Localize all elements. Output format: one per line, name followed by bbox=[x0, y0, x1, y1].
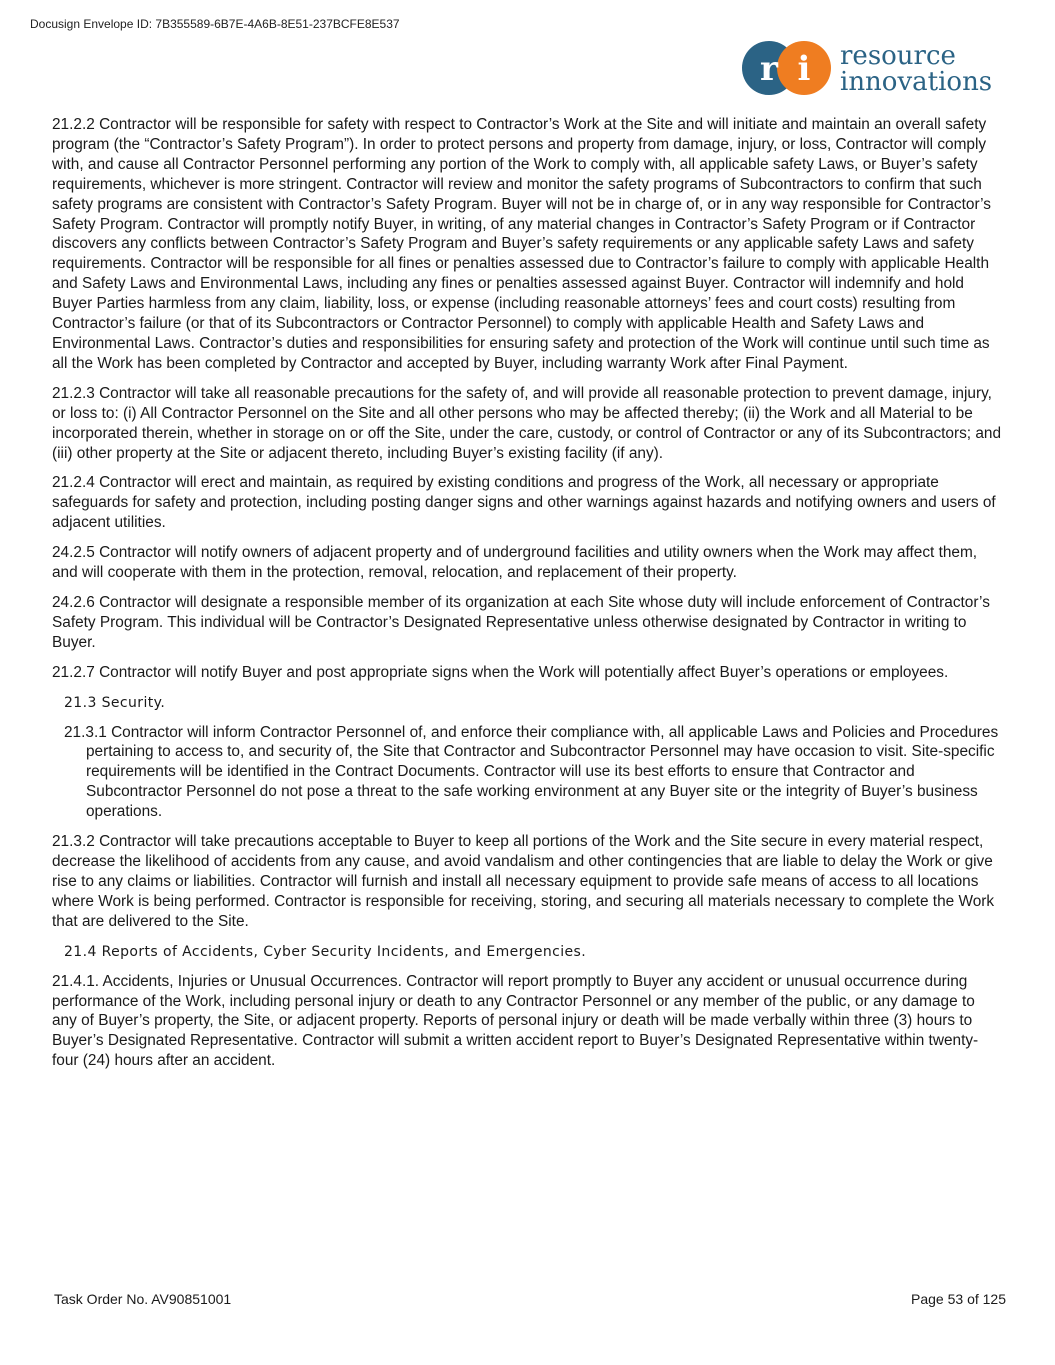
section-21-3-2: 21.3.2 Contractor will take precautions acceptable to Buyer to keep all portions of the Work and the Site secure in every material respect, decrease the likelihood of accidents from any cause, and avoid vandalism and other contingencies that are liable to delay the Work or give rise to any claims or liabilities. Contractor will furnish and install all necessary equipment to provide safe means of access to all locations where Work is being performed. Contractor is responsible for receiving, storing, and securing all materials necessary to complete the Work that are delivered to the Site. bbox=[52, 833, 995, 930]
section-21-2-2: 21.2.2 Contractor will be responsible for safety with respect to Contractor’s Work at the Site and will initiate and maintain an overall safety program (the “Contractor’s Safety Program”). In order to protect persons and property from damage, injury, or loss, Contractor will comply with, and cause all Contractor Personnel performing any portion of the Work to comply with, all applicable safety Laws, or Buyer’s safety requirements, whichever is more stringent. Contractor will review and monitor the safety programs of Subcontractors to confirm that such safety programs are consistent with Contractor’s Safety Program. Buyer will not be in charge of, or in any way responsible for Contractor’s Safety Program. Contractor will promptly notify Buyer, in writing, of any material changes in Contractor’s Safety Program or if Contractor discovers any conflicts between Contractor’s Safety Program and Buyer’s safety requirements or any applicable safety Laws and safety requirements. Contractor will be responsible for all fines or penalties assessed due to Contractor’s failure to comply with applicable Health and Safety Laws and Environmental Laws, including any fines or penalties assessed against Buyer. Contractor will indemnify and hold Buyer Parties harmless from any claim, liability, loss, or expense (including reasonable attorneys’ fees and court costs) resulting from Contractor’s failure (or that of its Subcontractors or Contractor Personnel) to comply with applicable Health and Safety Laws and Environmental Laws. Contractor’s duties and responsibilities for ensuring safety and protection of the Work will continue until such time as all the Work has been completed by Contractor and accepted by Buyer, including warranty Work after Final Payment. bbox=[52, 116, 991, 372]
heading-21-4-reports: 21.4 Reports of Accidents, Cyber Security Incidents, and Emergencies. bbox=[64, 943, 587, 960]
section-21-2-4: 21.2.4 Contractor will erect and maintain, as required by existing conditions and progress of the Work, all necessary or appropriate safeguards for safety and protection, including posting danger signs and other warnings against hazards and notifying owners and users of adjacent utilities. bbox=[52, 474, 996, 532]
docusign-envelope-id: Docusign Envelope ID: 7B355589-6B7E-4A6B-8E51-237BCFE8E537 bbox=[30, 17, 400, 31]
section-24-2-6: 24.2.6 Contractor will designate a responsible member of its organization at each Site whose duty will include enforcement of Contractor’s Safety Program. This individual will be Contractor’s Designated Representative unless otherwise designated by Contractor in writing to Buyer. bbox=[52, 593, 990, 651]
section-21-4-1: 21.4.1. Accidents, Injuries or Unusual Occurrences. Contractor will report promptly to Buyer any accident or unusual occurrence during performance of the Work, including personal injury or death to any Contractor Personnel or any member of the public, or any damage to any of Buyer’s property, the Site, or adjacent property. Reports of personal injury or death will be made verbally within three (3) hours to Buyer’s Designated Representative. Contractor will submit a written accident report to Buyer’s Designated Representative within twenty-four (24) hours after an accident. bbox=[52, 972, 979, 1070]
document-body bbox=[52, 115, 1002, 1081]
logo-text-resource: resource bbox=[840, 41, 956, 71]
section-21-2-7: 21.2.7 Contractor will notify Buyer and post appropriate signs when the Work will potentially affect Buyer’s operations or employees. bbox=[52, 663, 949, 681]
logo-letter-r: r bbox=[760, 49, 778, 89]
section-21-3-1: 21.3.1 Contractor will inform Contractor Personnel of, and enforce their compliance with, all applicable Laws and Policies and Procedures pertaining to access to, and security of, the Site that Contractor and Subcontractor Personnel may have occasion to visit. Site-specific requirements will be identified in the Contract Documents. Contractor will use its best efforts to ensure that Contractor and Subcontractor Personnel do not pose a threat to the safe working environment at any Buyer site or the integrity of Buyer’s business operations. bbox=[64, 723, 999, 821]
resource-innovations-logo bbox=[741, 40, 1011, 98]
section-21-2-3: 21.2.3 Contractor will take all reasonable precautions for the safety of, and will provide all reasonable protection to prevent damage, injury, or loss to: (i) All Contractor Personnel on the Site and all other persons who may be affected thereby; (ii) the Work and all Material to be incorporated therein, whether in storage on or off the Site, under the care, custody, or control of Contractor or any of its Subcontractors; and (iii) other property at the Site or adjacent thereto, including Buyer’s existing facility (if any). bbox=[52, 384, 1002, 462]
logo-letter-i: i bbox=[797, 49, 811, 89]
heading-21-3-security: 21.3 Security. bbox=[64, 694, 166, 711]
footer-page-number: Page 53 of 125 bbox=[911, 1291, 1006, 1307]
logo-text-innovations: innovations bbox=[840, 67, 993, 97]
section-24-2-5: 24.2.5 Contractor will notify owners of adjacent property and of underground facilities and utility owners when the Work may affect them, and will cooperate with them in the protection, removal, relocation, and replacement of their property. bbox=[52, 544, 978, 582]
footer-task-order: Task Order No. AV90851001 bbox=[54, 1291, 232, 1307]
